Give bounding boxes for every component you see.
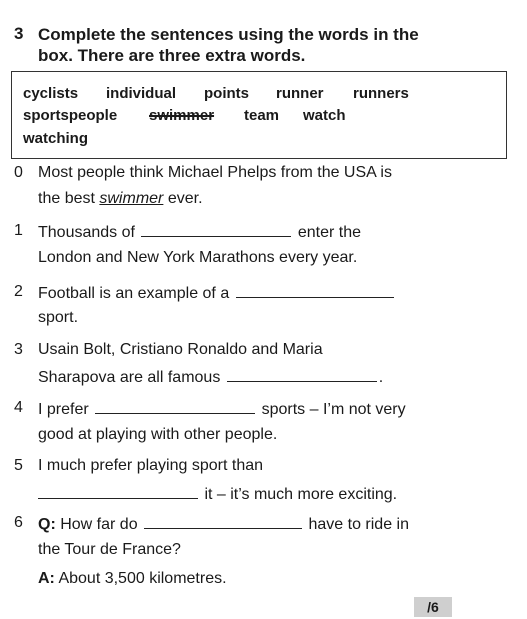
exercise-number: 3 <box>14 24 24 43</box>
question-number-6: 6 <box>14 514 23 531</box>
question-5-text-after: it – it’s much more exciting. <box>200 486 398 503</box>
question-1-line-1 <box>38 222 361 242</box>
word-individual: individual <box>106 85 177 102</box>
question-2-line-2: sport. <box>38 309 79 326</box>
answer-blank-5[interactable] <box>38 484 198 499</box>
instruction-line-2: box. There are three extra words. <box>38 46 306 65</box>
word-team: team <box>244 107 280 124</box>
question-2-text-before: Football is an example of a <box>38 285 234 302</box>
question-4-text-after: sports – I’m not very <box>257 401 406 418</box>
question-number-5: 5 <box>14 457 23 474</box>
question-number-2: 2 <box>14 283 23 300</box>
question-6-answer-text: About 3,500 kilometres. <box>54 570 227 587</box>
question-2-line-1 <box>38 283 396 303</box>
word-runner: runner <box>276 85 324 102</box>
question-6-text-after: have to ride in <box>304 516 409 533</box>
question-number-3: 3 <box>14 341 23 358</box>
question-6-line-2: the Tour de France? <box>38 541 181 558</box>
question-0-line-1: Most people think Michael Phelps from the USA is <box>38 164 392 181</box>
score-box: /6 <box>414 597 452 617</box>
answer-blank-2[interactable] <box>236 283 394 298</box>
answer-blank-4[interactable] <box>95 399 255 414</box>
instruction-line-1: Complete the sentences using the words in the <box>38 25 419 44</box>
question-4-line-2: good at playing with other people. <box>38 426 278 443</box>
question-5-line-1: I much prefer playing sport than <box>38 457 264 474</box>
exercise-instruction <box>38 24 508 66</box>
question-number-4: 4 <box>14 399 23 416</box>
word-watch: watch <box>303 107 346 124</box>
question-1-line-2: London and New York Marathons every year. <box>38 249 358 266</box>
answer-blank-3[interactable] <box>227 367 377 382</box>
question-3-line-1: Usain Bolt, Cristiano Ronaldo and Maria <box>38 341 323 358</box>
question-6-answer-line <box>38 570 227 588</box>
question-1-text-after: enter the <box>293 224 362 241</box>
question-4-text-before: I prefer <box>38 401 94 418</box>
question-3-text-before: Sharapova are all famous <box>38 369 225 386</box>
question-0-text-after: ever. <box>163 190 203 207</box>
question-4-line-1 <box>38 399 406 419</box>
answer-label: A: <box>38 570 55 587</box>
question-number-0: 0 <box>14 164 23 181</box>
word-points: points <box>204 85 249 102</box>
question-number-1: 1 <box>14 222 23 239</box>
word-swimmer-crossed: swimmer <box>149 107 215 124</box>
question-6-text-before: How far do <box>55 516 143 533</box>
question-label: Q: <box>38 516 56 533</box>
answer-blank-6[interactable] <box>144 514 302 529</box>
question-0-text-before: the best <box>38 190 100 207</box>
question-3-text-after: . <box>378 369 384 386</box>
answer-blank-1[interactable] <box>141 222 291 237</box>
word-cyclists: cyclists <box>23 85 79 102</box>
example-answer: swimmer <box>99 190 164 207</box>
word-sportspeople: sportspeople <box>23 107 118 124</box>
question-3-line-2 <box>38 367 383 387</box>
question-6-line-1 <box>38 514 409 534</box>
question-1-text-before: Thousands of <box>38 224 140 241</box>
word-watching: watching <box>23 130 89 147</box>
question-0-line-2 <box>38 190 203 208</box>
word-box <box>11 71 507 159</box>
question-5-line-2 <box>38 484 397 504</box>
word-runners: runners <box>353 85 409 102</box>
